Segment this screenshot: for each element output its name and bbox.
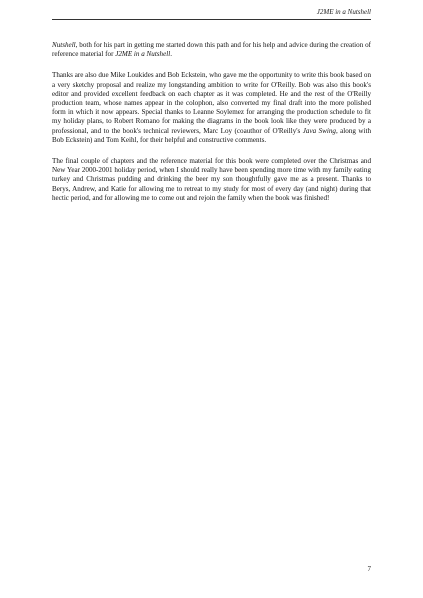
book-title-nutshell: Nutshell [52, 41, 76, 49]
header-rule [52, 19, 371, 20]
paragraph-1-end: . [170, 50, 172, 59]
paragraph-2-text: Thanks are also due Mike Loukides and Bob Eckstein, who gave me the opportunity to write this book based on a very sketchy proposal and realize my longstanding ambition to write for O'Reilly. Bob was also this book's editor and provided excellent feedback on each chapter as it was completed. He and the rest of the O'Reilly production team, whose names appear in the colophon, also converted my final draft into the more polished form in which it now appears. Special thanks to Leanne Soylemez for arranging the production schedule to fit my holiday plans, to Robert Romano for making the diagrams in the book look like they were produced by a professional, and to the book's technical reviewers, Marc Loy (coauthor of O'Reilly's [52, 71, 371, 135]
book-title-java-swing: Java Swing [302, 126, 336, 135]
paragraph-2-end: , along with Bob Eckstein) and Tom Keihl, for their helpful and constructive comments. [52, 126, 371, 144]
paragraph-2 [52, 71, 371, 145]
paragraph-3: The final couple of chapters and the reference material for this book were completed over the Christmas and New Year 2000-2001 holiday period, when I should really have been spending more time with my family eating turkey and Christmas pudding and drinking the beer my son thoughtfully gave me as a present. Thanks to Berys, Andrew, and Katie for allowing me to retreat to my study for most of every day (and night) during that hectic period, and for allowing me to come out and rejoin the family when the book was finished! [52, 157, 371, 202]
paragraph-1-text: , both for his part in getting me started down this path and for his help and advice during the creation of reference material for [52, 41, 371, 59]
page-number: 7 [367, 565, 371, 573]
paragraph-1 [52, 41, 371, 59]
body-text [52, 41, 371, 203]
book-title-j2me: J2ME in a Nutshell [115, 50, 171, 59]
running-header: J2ME in a Nutshell [316, 8, 371, 16]
